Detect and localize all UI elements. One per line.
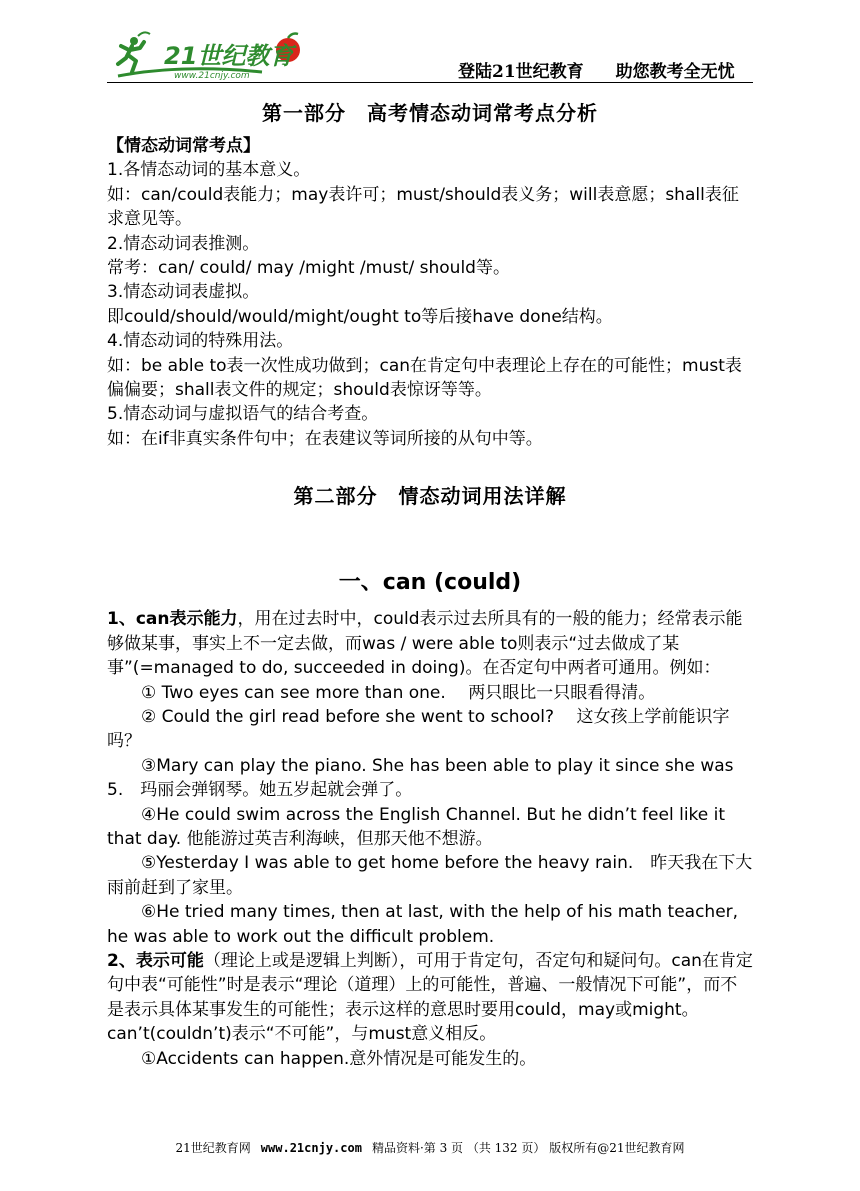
paragraph-text: （理论上或是逻辑上判断），可用于肯定句，否定句和疑问句。can在肯定句中表“可能性”时是表示“理论（道理）上的可能性，普遍、一般情况下可能”，而不是表示具体某事发生的可能性；表示这样的意思时要用could，may或might。can’t(couldn’t)表示“不可能”，与must意义相反。 <box>107 950 753 1045</box>
example-sentence: ② Could the girl read before she went to school? 这女孩上学前能识字吗？ <box>107 706 730 752</box>
footer-right: 精品资料·第 3 页 （共 132 页） 版权所有@21世纪教育网 <box>371 1141 685 1155</box>
paragraph: 常考：can/ could/ may /might /must/ should等。 <box>107 258 510 279</box>
paragraph: 1.各情态动词的基本意义。 <box>107 160 311 181</box>
header-slogan <box>458 57 735 82</box>
paragraph-text: ，用在过去时中，could表示过去所具有的一般的能力；经常表示能够做某事，事实上不一定去做，而was / were able to则表示“过去做成了某事”(=managed to do, succeeded in doing)。在否定句中两者可通用。例如： <box>107 609 743 679</box>
logo-url: www.21cnjy.com <box>174 71 250 81</box>
footer-site-link[interactable]: www.21cnjy.com <box>260 1141 362 1155</box>
page-footer <box>107 1139 753 1156</box>
paragraph: 如：can/could表能力；may表许可；must/should表义务；will表意愿；shall表征求意见等。 <box>107 184 739 230</box>
footer-left: 21世纪教育网 <box>175 1141 251 1155</box>
example-sentence: ⑤Yesterday I was able to get home before the heavy rain. 昨天我在下大雨前赶到了家里。 <box>107 853 753 898</box>
paragraph: 5.情态动词与虚拟语气的结合考查。 <box>107 404 379 425</box>
example-sentence: ①Accidents can happen.意外情况是可能发生的。 <box>141 1048 537 1069</box>
header-divider <box>107 82 753 83</box>
header-slogan-1: 登陆21世纪教育 <box>458 62 584 82</box>
section-paragraph <box>107 607 753 680</box>
logo-graphic <box>112 28 312 82</box>
logo <box>112 28 312 82</box>
paragraph: 如：be able to表一次性成功做到；can在肯定句中表理论上存在的可能性；must表偏偏要；shall表文件的规定；should表惊讶等等。 <box>107 355 742 401</box>
logo-text: 21世纪教育 <box>164 42 294 70</box>
example-sentence: ③Mary can play the piano. She has been able to play it since she was 5. 玛丽会弹钢琴。她五岁起就会弹了。 <box>107 755 734 801</box>
document-body <box>107 96 753 1071</box>
example-sentence: ④He could swim across the English Channel. But he didn’t feel like it that day. 他能游过英吉利海峡，但那天他不想游。 <box>107 804 726 849</box>
paragraph-lead: 2、表示可能 <box>107 950 204 971</box>
paragraph: 即could/should/would/might/ought to等后接have done结构。 <box>107 306 613 327</box>
paragraph: 3.情态动词表虚拟。 <box>107 282 260 303</box>
part2-title: 第二部分 情态动词用法详解 <box>293 484 567 509</box>
example-sentence: ① Two eyes can see more than one. 两只眼比一只眼看得清。 <box>141 682 656 703</box>
part1-title: 第一部分 高考情态动词常考点分析 <box>262 101 598 125</box>
paragraph-lead: 1、can表示能力 <box>107 609 238 630</box>
example-sentence: ⑥He tried many times, then at last, with the help of his math teacher, he was able to work out the difficult problem. <box>107 902 739 947</box>
keypoints-heading: 【情态动词常考点】 <box>107 136 260 156</box>
paragraph: 如：在if非真实条件句中；在表建议等词所接的从句中等。 <box>107 428 543 449</box>
section-title: 一、can (could) <box>338 570 522 596</box>
paragraph: 2.情态动词表推测。 <box>107 233 260 254</box>
header-slogan-2: 助您教考全无忧 <box>615 62 735 82</box>
paragraph: 4.情态动词的特殊用法。 <box>107 331 294 352</box>
section-paragraph <box>107 949 753 1047</box>
